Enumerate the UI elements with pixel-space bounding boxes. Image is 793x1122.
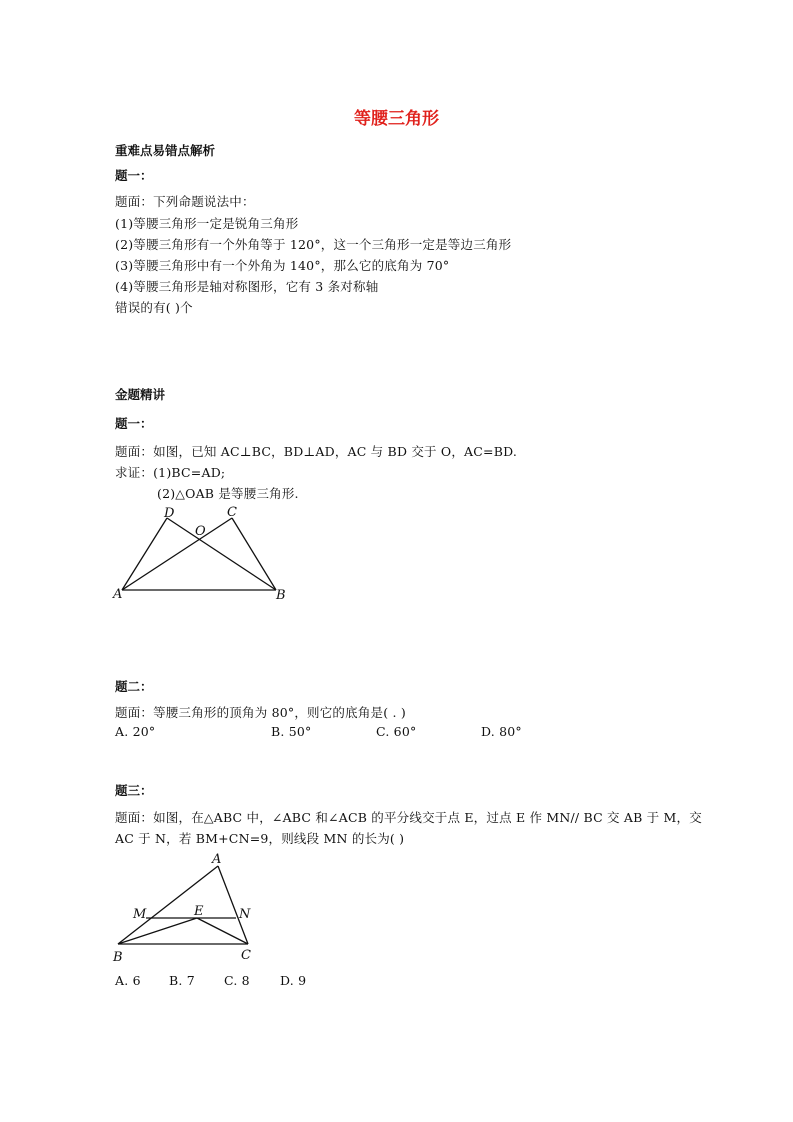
- point-label-o: O: [195, 524, 206, 539]
- point-label-a: A: [113, 587, 123, 602]
- point-label-a: A: [212, 852, 222, 867]
- question-text-line: 题面：等腰三角形的顶角为 80°，则它的底角是( . ): [115, 705, 406, 720]
- point-label-c: C: [241, 948, 251, 963]
- option-b: B. 50°: [271, 724, 312, 739]
- point-label-e: E: [194, 904, 204, 919]
- section-heading-difficulties: 重难点易错点解析: [115, 143, 216, 158]
- option-a: A. 20°: [115, 724, 156, 739]
- question-text-line: 题面：下列命题说法中：: [115, 194, 255, 209]
- question-text-line: (2)△OAB 是等腰三角形.: [157, 486, 299, 501]
- segment-ad: [122, 518, 167, 590]
- option-a: A. 6: [115, 973, 141, 988]
- option-d: D. 9: [280, 973, 307, 988]
- question-label: 题一：: [115, 168, 153, 183]
- point-label-m: M: [133, 907, 147, 922]
- option-b: B. 7: [169, 973, 195, 988]
- question-text-line: (2)等腰三角形有一个外角等于 120°，这一个三角形一定是等边三角形: [115, 237, 512, 252]
- point-label-n: N: [239, 907, 251, 922]
- segment-bc: [232, 518, 276, 590]
- question-label: 题二：: [115, 679, 153, 694]
- point-label-d: D: [164, 506, 175, 521]
- option-d: D. 80°: [481, 724, 522, 739]
- question-text-line: (4)等腰三角形是轴对称图形，它有 3 条对称轴: [115, 279, 379, 294]
- segment-ac: [218, 866, 248, 944]
- page-title: 等腰三角形: [354, 109, 439, 129]
- point-label-b: B: [113, 950, 123, 965]
- question-text-line: (3)等腰三角形中有一个外角为 140°，那么它的底角为 70°: [115, 258, 450, 273]
- point-label-b: B: [276, 588, 286, 603]
- question-text-line: 题面：如图，已知 AC⊥BC，BD⊥AD，AC 与 BD 交于 O，AC=BD.: [115, 444, 518, 459]
- question-label: 题一：: [115, 416, 153, 431]
- segment-ac: [122, 518, 232, 590]
- question-text-line: (1)等腰三角形一定是锐角三角形: [115, 216, 299, 231]
- question-text-line: AC 于 N，若 BM+CN=9，则线段 MN 的长为( ): [115, 831, 405, 846]
- section-heading-featured: 金题精讲: [115, 387, 166, 402]
- point-label-c: C: [227, 505, 237, 520]
- question-text-line: 错误的有( )个: [115, 300, 193, 315]
- segment-bd: [167, 518, 276, 590]
- option-c: C. 60°: [376, 724, 417, 739]
- question-label: 题三：: [115, 783, 153, 798]
- option-c: C. 8: [224, 973, 250, 988]
- question-text-line: 题面：如图，在△ABC 中，∠ABC 和∠ACB 的平分线交于点 E，过点 E 作 MN// BC 交 AB 于 M，交: [115, 810, 702, 825]
- question-text-line: 求证：(1)BC=AD;: [115, 465, 226, 480]
- segment-be: [118, 918, 197, 944]
